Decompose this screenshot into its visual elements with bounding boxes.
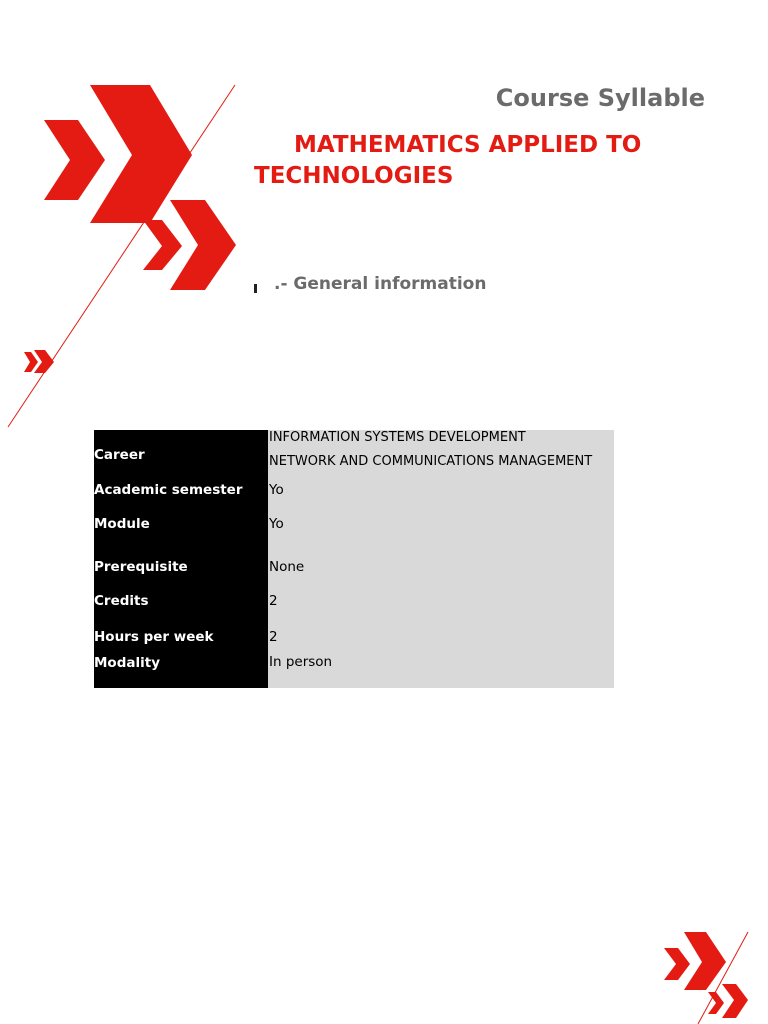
course-title [254,130,734,192]
value-column [268,430,614,688]
red-chevrons-logo-icon [0,80,240,430]
career-value-1: INFORMATION SYSTEMS DEVELOPMENT [269,430,526,445]
section-number-marker [254,284,257,293]
modality-label: Modality [94,655,160,671]
module-value: Yo [269,516,284,532]
academic-semester-value: Yo [269,482,284,498]
credits-value: 2 [269,593,278,609]
credits-label: Credits [94,593,149,609]
career-label: Career [94,447,145,463]
module-label: Module [94,516,150,532]
prerequisite-value: None [269,559,305,575]
section-heading: .- General information [274,274,487,294]
document-type: Course Syllable [495,84,705,112]
hours-per-week-value: 2 [269,629,278,645]
prerequisite-label: Prerequisite [94,559,188,575]
hours-per-week-label: Hours per week [94,629,214,645]
career-value-2: NETWORK AND COMMUNICATIONS MANAGEMENT [269,454,593,469]
course-title-line1: MATHEMATICS APPLIED TO [294,132,642,158]
general-info-table [94,430,614,688]
modality-value: In person [269,654,333,670]
label-column [94,430,268,688]
course-title-line2: TECHNOLOGIES [254,163,454,189]
academic-semester-label: Academic semester [94,482,243,498]
red-chevrons-logo-icon [650,928,760,1024]
